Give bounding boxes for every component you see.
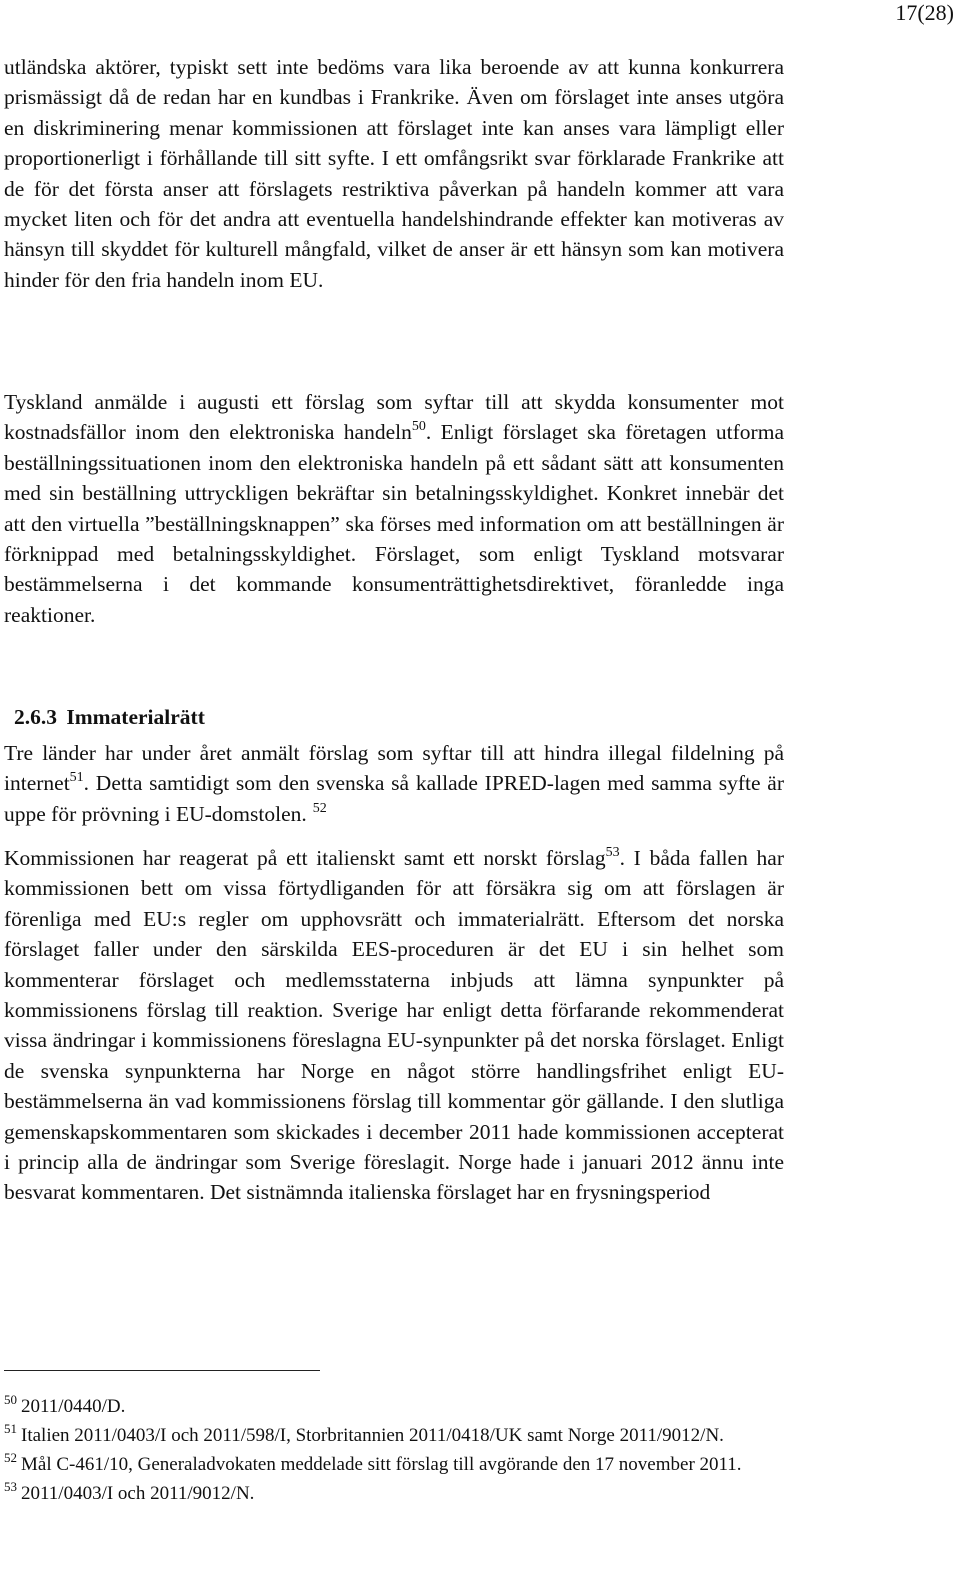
footnote-ref-52[interactable]: 52: [312, 800, 327, 816]
footnote: [4, 1421, 784, 1450]
footnote-number: 51: [4, 1421, 17, 1436]
page-number: 17(28): [895, 0, 954, 25]
paragraph-text: utländska aktörer, typiskt sett inte bedöms vara lika beroende av att kunna konkurrera prismässigt då de redan har en kundbas i Frankrike. Även om förslaget inte anses utgöra en diskriminering menar kommissionen att förslaget inte kan anses vara lämpligt eller proportionerligt i förhållande till sitt syfte. I ett omfångsrikt svar förklarade Frankrike att de för det första anser att förslagets restriktiva påverkan på handeln kommer att vara mycket liten och för det andra att eventuella handelshindrande effekter kan motiveras av hänsyn till skyddet för kulturell mångfald, vilket de anser är ett hänsyn som kan motivera hinder för den fria handeln inom EU.: [4, 55, 784, 292]
footnote-text: Mål C-461/10, Generaladvokaten meddelade sitt förslag till avgörande den 17 november 2011.: [21, 1454, 742, 1475]
paragraph-germany: [4, 387, 784, 630]
footnote-number: 52: [4, 1450, 17, 1465]
paragraph-filesharing: [4, 738, 784, 829]
footnote-number: 50: [4, 1392, 17, 1407]
footnote-text: Italien 2011/0403/I och 2011/598/I, Storbritannien 2011/0418/UK samt Norge 2011/9012/N.: [21, 1425, 724, 1446]
paragraph-text-part: . Enligt förslaget ska företagen utforma beställningssituationen inom den elektroniska handeln på ett sådant sätt att konsumenten med sin beställning uttryckligen bekräftar sin betalningsskyldighet. Konkret innebär det att den virtuella ”beställningsknappen” ska förses med information om att beställningen är förknippad med betalningsskyldighet. Förslaget, som enligt Tyskland motsvarar bestämmelserna i det kommande konsumenträttighetsdirektivet, föranledde inga reaktioner.: [4, 420, 784, 627]
footnote-ref-53[interactable]: 53: [605, 845, 620, 860]
footnote-text: 2011/0440/D.: [21, 1396, 126, 1417]
footnotes: [4, 1392, 784, 1508]
paragraph-commission: [4, 843, 784, 1208]
footnote-ref-51[interactable]: 51: [69, 770, 84, 786]
paragraph-france: [4, 52, 784, 295]
section-title: Immaterialrätt: [66, 705, 205, 729]
paragraph-text: [4, 843, 784, 1208]
paragraph-text-part: Tyskland anmälde i augusti ett förslag som syftar till att skydda konsumenter mot kostnadsfällor inom den elektroniska handeln: [4, 390, 784, 445]
footnote-ref-50[interactable]: 50: [411, 419, 426, 435]
footnote: [4, 1392, 784, 1421]
footnote-separator: [4, 1370, 320, 1371]
footnote-text: 2011/0403/I och 2011/9012/N.: [21, 1483, 255, 1504]
paragraph-text: [4, 738, 784, 829]
section-heading: [14, 702, 205, 732]
footnote: [4, 1450, 784, 1479]
footnote: [4, 1479, 784, 1508]
section-number: 2.6.3: [14, 705, 57, 729]
paragraph-text-part: . Detta samtidigt som den svenska så kallade IPRED-lagen med samma syfte är uppe för prövning i EU-domstolen.: [4, 771, 784, 826]
paragraph-text-part: . I båda fallen har kommissionen bett om vissa förtydliganden för att försäkra sig om att förslagen är förenliga med EU:s regler om upphovsrätt och immaterialrätt. Eftersom det norska förslaget faller under den särskilda EES-proceduren är det EU i sin helhet som kommenterar förslaget och medlemsstaterna inbjuds att lämna synpunkter på kommissionens förslag till reaktion. Sverige har enligt detta förfarande rekommenderat vissa ändringar i kommissionens föreslagna EU-synpunkter på det norska förslaget. Enligt de svenska synpunkterna har Norge en något större handlingsfrihet enligt EU-bestämmelserna än vad kommissionens förslag till kommentar gör gällande. I den slutliga gemenskapskommentaren som skickades i december 2011 hade kommissionen accepterat i princip alla de ändringar som Sverige föreslagit. Norge hade i januari 2012 ännu inte besvarat kommentaren. Det sistnämnda italienska förslaget har en frysningsperiod: [4, 846, 785, 1205]
footnote-number: 53: [4, 1479, 17, 1494]
paragraph-text: [4, 387, 784, 630]
paragraph-text-part: Kommissionen har reagerat på ett italienskt samt ett norskt förslag: [4, 846, 606, 870]
paragraph-text-part: Tre länder har under året anmält förslag som syftar till att hindra illegal fildelning på internet: [4, 741, 784, 796]
